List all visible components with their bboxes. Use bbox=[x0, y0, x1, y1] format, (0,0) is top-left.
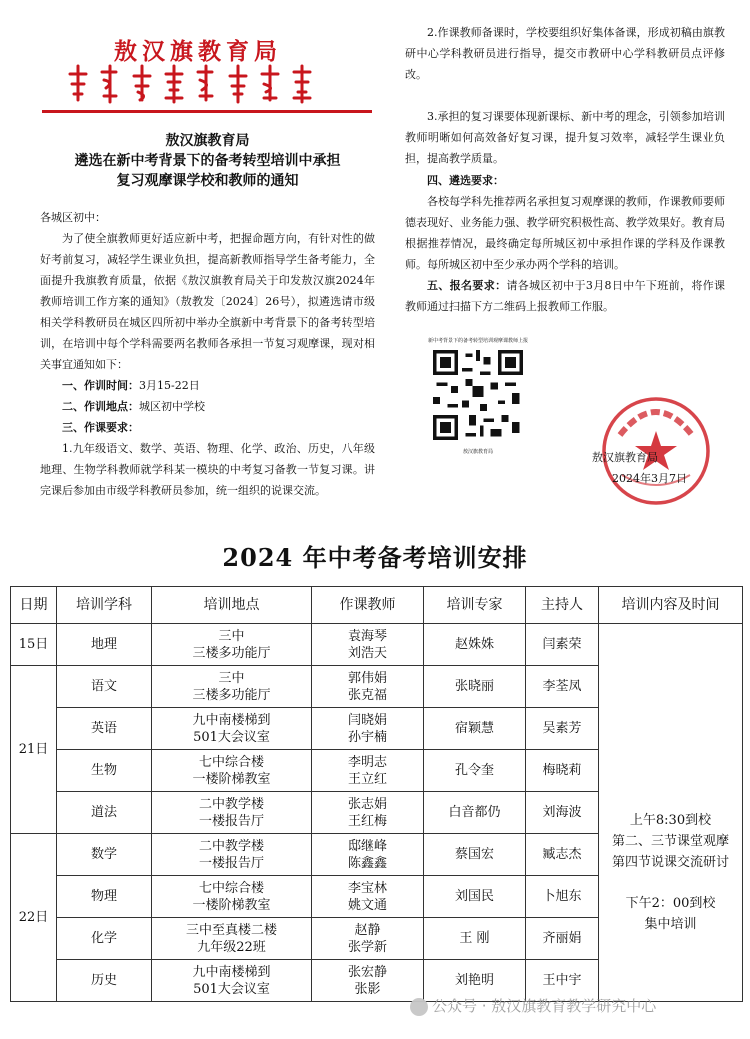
teachers-cell: 张宏静 张影 bbox=[312, 960, 424, 1002]
header-subject: 培训学科 bbox=[57, 587, 152, 624]
teachers-cell: 赵静 张学新 bbox=[312, 918, 424, 960]
table-row bbox=[11, 624, 743, 666]
subject-cell: 化学 bbox=[57, 918, 152, 960]
notice-item1-label: 一、作训时间： bbox=[62, 379, 139, 392]
host-cell: 梅晓莉 bbox=[526, 750, 599, 792]
subject-cell: 物理 bbox=[57, 876, 152, 918]
notice-salutation: 各城区初中： bbox=[40, 211, 106, 224]
notice-item5 bbox=[405, 275, 725, 317]
notice-item5-text: 请各城区初中于3月8日中午下班前，将作课教师通过扫描下方二维码上报教师工作服。 bbox=[405, 279, 726, 313]
expert-cell: 蔡国宏 bbox=[424, 834, 526, 876]
expert-cell: 白音都仍 bbox=[424, 792, 526, 834]
schedule-table bbox=[10, 586, 743, 1002]
content-line2: 第二、三节课堂观摩 bbox=[611, 834, 729, 849]
notice-item5-label: 五、报名要求： bbox=[427, 279, 507, 292]
qr-caption-top: 新中考背景下的备考转型培训观摩课教师上报 bbox=[427, 338, 528, 344]
teachers-cell: 邸继峰 陈鑫鑫 bbox=[312, 834, 424, 876]
expert-cell: 赵姝姝 bbox=[424, 624, 526, 666]
header-expert: 培训专家 bbox=[424, 587, 526, 624]
content-line3: 第四节说课交流研讨 bbox=[611, 855, 729, 870]
header-teachers: 作课教师 bbox=[312, 587, 424, 624]
notice-item2 bbox=[62, 396, 375, 417]
notice-item1-value: 3月15-22日 bbox=[139, 379, 200, 392]
signature-org: 敖汉旗教育局 bbox=[592, 451, 658, 464]
host-cell: 李荃凤 bbox=[526, 666, 599, 708]
expert-cell: 孔令奎 bbox=[424, 750, 526, 792]
notice-title-line2: 复习观摩课学校和教师的通知 bbox=[116, 173, 299, 189]
teachers-cell: 袁海琴 刘浩天 bbox=[312, 624, 424, 666]
host-cell: 卜旭东 bbox=[526, 876, 599, 918]
notice-intro: 为了使全旗教师更好适应新中考，把握命题方向，有针对性的做好考前复习，减轻学生课业负担，提高新教师指导学生备考能力，全面提升我旗教育质量，依据《敖汉旗教育局关于印发敖汉旗2024年教师培训工作方案的通知》（敖教发〔2024〕26号），拟遴选请市级相关学科教研员在城区四所初中举办全旗新中考背景下的备考转型培训，在培训中每个学科需要两名教师各承担一节复习观摩课，现对相关事宜通知如下： bbox=[40, 232, 375, 371]
venue-cell: 七中综合楼 一楼阶梯教室 bbox=[152, 876, 312, 918]
qr-caption-bottom: 敖汉旗教育局 bbox=[462, 449, 493, 455]
notice-item1 bbox=[62, 375, 375, 396]
host-cell: 刘海波 bbox=[526, 792, 599, 834]
notice-req1: 1.九年级语文、数学、英语、物理、化学、政治、历史，八年级地理、生物学科教师就学科某一模块的中考复习备教一节复习课。讲完课后参加由市级学科教研员参加，统一组织的说课交流。 bbox=[40, 442, 375, 497]
letterhead-org-name: 敖汉旗教育局 bbox=[114, 38, 282, 65]
notice-req3: 3.承担的复习课要体现新课标、新中考的理念，引领参加培训教师明晰如何高效备好复习课，提升复习效率，减轻学生课业负担，提高教学质量。 bbox=[405, 110, 725, 165]
content-line1: 上午8:30到校 bbox=[629, 813, 712, 828]
notice-item2-value: 城区初中学校 bbox=[139, 400, 205, 413]
header-host: 主持人 bbox=[526, 587, 599, 624]
date-cell: 21日 bbox=[11, 666, 57, 834]
schedule-header-row bbox=[11, 587, 743, 624]
host-cell: 臧志杰 bbox=[526, 834, 599, 876]
notice-title-line1: 遴选在新中考背景下的备考转型培训中承担 bbox=[74, 153, 341, 169]
teachers-cell: 张志娟 王红梅 bbox=[312, 792, 424, 834]
teachers-cell: 闫晓娟 孙宇楠 bbox=[312, 708, 424, 750]
venue-cell: 七中综合楼 一楼阶梯教室 bbox=[152, 750, 312, 792]
notice-issuer: 敖汉旗教育局 bbox=[165, 133, 250, 149]
notice-req2: 2.作课教师备课时，学校要组织好集体备课，形成初稿由旗教研中心学科教研员进行指导，提交市教研中心学科教研员点评修改。 bbox=[405, 26, 725, 81]
venue-cell: 九中南楼梯到 501大会议室 bbox=[152, 708, 312, 750]
subject-cell: 历史 bbox=[57, 960, 152, 1002]
subject-cell: 语文 bbox=[57, 666, 152, 708]
teachers-cell: 李宝林 姚文通 bbox=[312, 876, 424, 918]
expert-cell: 宿颖慧 bbox=[424, 708, 526, 750]
mongolian-script-logo bbox=[60, 62, 340, 106]
subject-cell: 地理 bbox=[57, 624, 152, 666]
venue-cell: 三中 三楼多功能厅 bbox=[152, 666, 312, 708]
watermark-text: 公众号 · 敖汉旗教育教学研究中心 bbox=[432, 997, 657, 1015]
venue-cell: 九中南楼梯到 501大会议室 bbox=[152, 960, 312, 1002]
host-cell: 齐丽娟 bbox=[526, 918, 599, 960]
venue-cell: 二中教学楼 一楼报告厅 bbox=[152, 792, 312, 834]
signature-date: 2024年3月7日 bbox=[612, 472, 687, 485]
header-venue: 培训地点 bbox=[152, 587, 312, 624]
expert-cell: 刘国民 bbox=[424, 876, 526, 918]
host-cell: 王中宇 bbox=[526, 960, 599, 1002]
subject-cell: 数学 bbox=[57, 834, 152, 876]
venue-cell: 三中至真楼二楼 九年级22班 bbox=[152, 918, 312, 960]
notice-item3-label: 三、作课要求： bbox=[62, 421, 139, 434]
content-line5: 集中培训 bbox=[644, 917, 697, 932]
wechat-icon bbox=[410, 998, 428, 1016]
date-cell: 15日 bbox=[11, 624, 57, 666]
notice-item4-text: 各校每学科先推荐两名承担复习观摩课的教师，作课教师要师德表现好、业务能力强、教学研究积极性高、教学效果好。教育局根据推荐情况，最终确定每所城区初中承担作课的学科及作课教师。每所城区初中至少承办两个学科的培训。 bbox=[405, 195, 725, 271]
notice-item2-label: 二、作训地点： bbox=[62, 400, 139, 413]
qr-code-icon[interactable] bbox=[428, 350, 528, 440]
teachers-cell: 郭伟娟 张克福 bbox=[312, 666, 424, 708]
schedule-title: 2024 年中考备考培训安排 bbox=[222, 543, 528, 572]
notice-item4-label: 四、遴选要求： bbox=[427, 174, 504, 187]
host-cell: 闫素荣 bbox=[526, 624, 599, 666]
expert-cell: 王 刚 bbox=[424, 918, 526, 960]
teachers-cell: 李明志 王立红 bbox=[312, 750, 424, 792]
expert-cell: 张晓丽 bbox=[424, 666, 526, 708]
host-cell: 吴素芳 bbox=[526, 708, 599, 750]
expert-cell: 刘艳明 bbox=[424, 960, 526, 1002]
venue-cell: 三中 三楼多功能厅 bbox=[152, 624, 312, 666]
subject-cell: 道法 bbox=[57, 792, 152, 834]
venue-cell: 二中教学楼 一楼报告厅 bbox=[152, 834, 312, 876]
date-cell: 22日 bbox=[11, 834, 57, 1002]
subject-cell: 英语 bbox=[57, 708, 152, 750]
header-date: 日期 bbox=[11, 587, 57, 624]
content-line4: 下午2：00到校 bbox=[625, 896, 716, 911]
letterhead-red-rule bbox=[42, 110, 372, 113]
wechat-watermark bbox=[410, 995, 656, 1016]
header-content: 培训内容及时间 bbox=[599, 587, 743, 624]
subject-cell: 生物 bbox=[57, 750, 152, 792]
content-cell bbox=[599, 624, 743, 1002]
